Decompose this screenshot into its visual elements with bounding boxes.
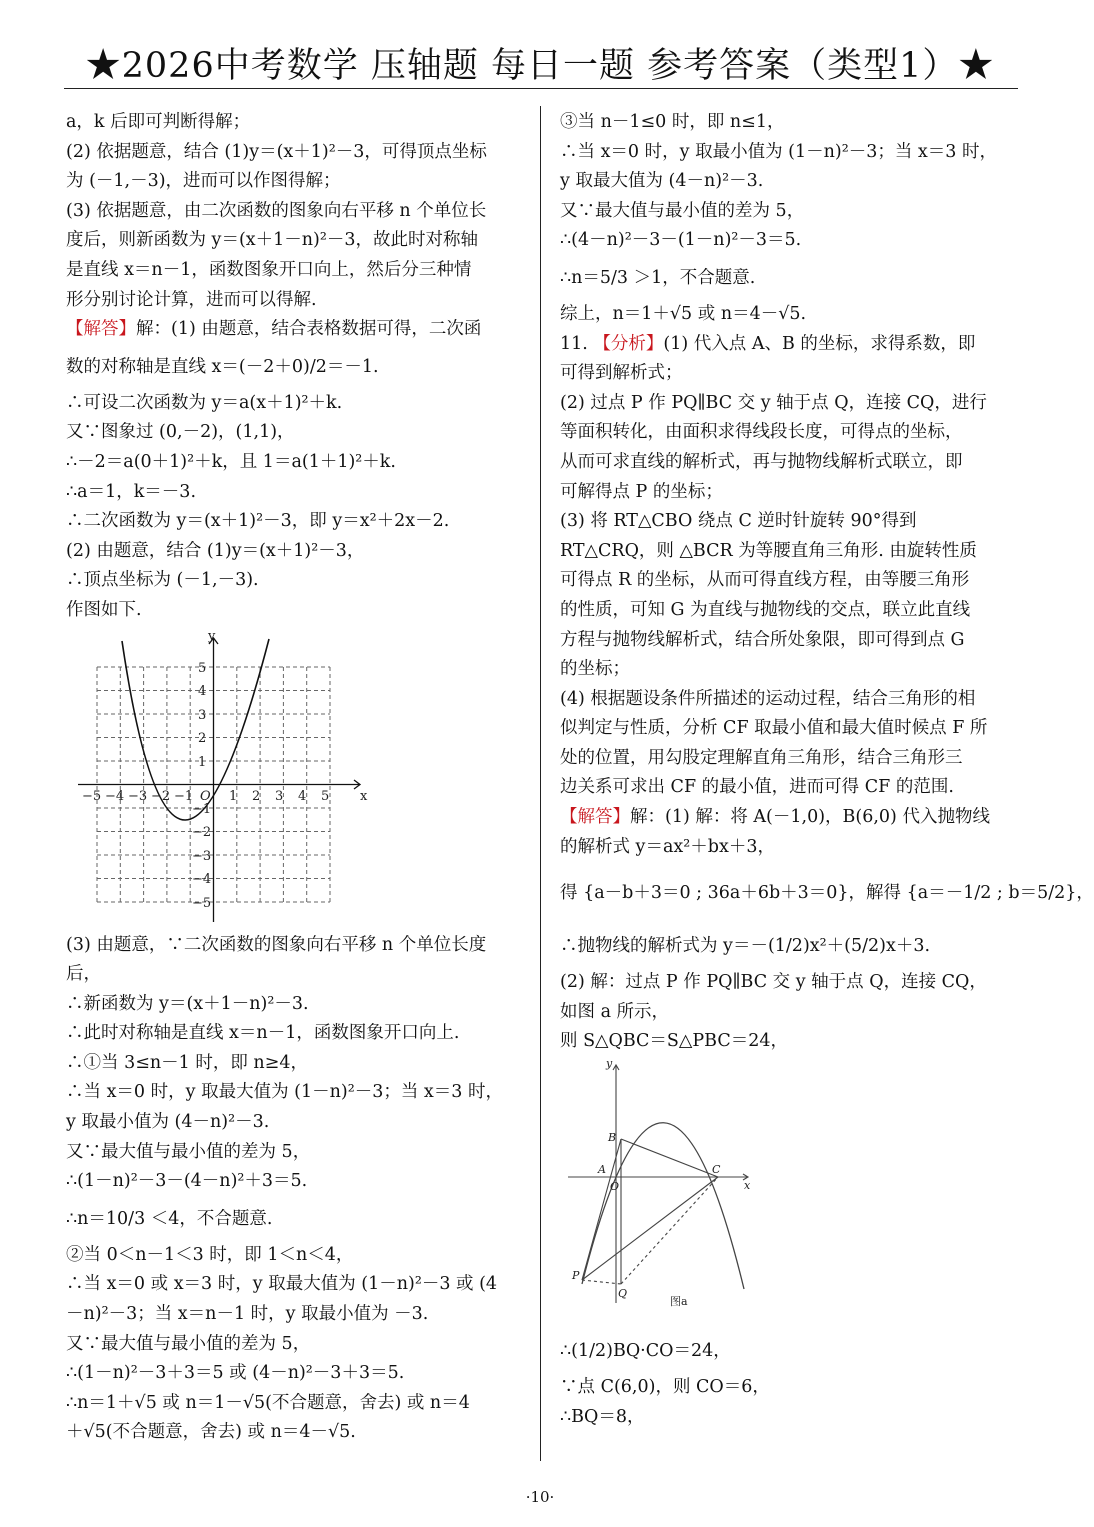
text-line: ∴(1－n)²－3＋3＝5 或 (4－n)²－3＋3＝5.	[66, 1363, 405, 1384]
x-tick-label: −1	[174, 788, 194, 804]
text-line: (3) 依据题意，由二次函数的图象向右平移 n 个单位长	[66, 200, 487, 221]
segment-pc	[582, 1177, 718, 1280]
text-line: (2) 依据题意，结合 (1)y＝(x＋1)²－3，可得顶点坐标	[66, 141, 487, 162]
x-tick-label: 1	[229, 788, 238, 804]
text-line: ∴a＝1，k＝－3.	[66, 481, 197, 502]
point-p-label: P	[572, 1269, 580, 1283]
answer-tag: 【解答】	[66, 319, 136, 340]
x-tick-label: 3	[275, 788, 284, 804]
point-c-label: C	[712, 1163, 721, 1177]
x-axis-label: x	[360, 788, 368, 804]
text-line: 的解析式 y＝ax²＋bx＋3，	[560, 836, 775, 857]
x-tick-label: 2	[252, 788, 261, 804]
text-line: 度后，则新函数为 y＝(x＋1－n)²－3，故此时对称轴	[66, 230, 479, 251]
answer-line	[560, 803, 1016, 833]
text-line: ∴当 x＝0 时，y 取最小值为 (1－n)²－3；当 x＝3 时，	[560, 141, 997, 162]
text-line: 又∵最大值与最小值的差为 5，	[66, 1141, 311, 1162]
text-line: ∴当 x＝0 时，y 取最大值为 (1－n)²－3；当 x＝3 时，	[66, 1082, 503, 1103]
text-line: 又∵最大值与最小值的差为 5，	[66, 1333, 311, 1354]
text-line: ∴当 x＝0 或 x＝3 时，y 取最大值为 (1－n)²－3 或 (4	[66, 1274, 498, 1295]
y-tick-label: −5	[192, 895, 212, 911]
sym-axis-line: 数的对称轴是直线 x＝(－2＋0)/2＝－1.	[66, 356, 379, 377]
x-tick-label: −4	[105, 788, 125, 804]
text-line: 似判定与性质，分析 CF 取最小值和最大值时候点 F 所	[560, 718, 988, 739]
text-line: (3) 由题意，∵二次函数的图象向右平移 n 个单位长度	[66, 934, 487, 955]
text-line: y 取最大值为 (4－n)²－3.	[560, 171, 764, 192]
origin-label: O	[610, 1180, 620, 1194]
y-tick-label: −4	[192, 871, 212, 887]
text-line: 又∵最大值与最小值的差为 5，	[560, 200, 805, 221]
text-line: ∴BQ＝8，	[560, 1406, 645, 1427]
answer-line	[66, 315, 524, 345]
text-line: (2) 过点 P 作 PQ∥BC 交 y 轴于点 Q，连接 CQ，进行	[560, 392, 987, 413]
y-label: y	[606, 1057, 613, 1071]
n-result-line: ∴n＝10/3 ＜4，不合题意.	[66, 1208, 273, 1229]
x-tick-label: 5	[321, 788, 330, 804]
text-line: 后，	[66, 964, 101, 985]
y-axis-label: y	[208, 628, 216, 644]
text-line: ∴(4－n)²－3－(1－n)²－3＝5.	[560, 230, 802, 251]
conclusion-line: 综上，n＝1＋√5 或 n＝4－√5.	[560, 303, 807, 324]
text-line: 方程与抛物线解析式，结合所处象限，即可得到点 G	[560, 629, 965, 650]
text-line: ③当 n－1≤0 时，即 n≤1，	[560, 112, 785, 132]
y-tick-label: 4	[198, 683, 207, 699]
y-tick-label: −1	[192, 801, 212, 817]
parabola-equation-line: ∴抛物线的解析式为 y＝－(1/2)x²＋(5/2)x＋3.	[560, 936, 931, 957]
text-line: 可解得点 P 的坐标；	[560, 481, 723, 502]
text-line: RT△CRQ，则 △BCR 为等腰直角三角形. 由旋转性质	[560, 540, 977, 561]
title-divider	[64, 88, 1018, 89]
x-tick-label: −5	[82, 788, 102, 804]
x-tick-label: −2	[151, 788, 171, 804]
equation-system-line: 得 {a－b＋3＝0 ; 36a＋6b＋3＝0}，解得 {a＝－1/2 ; b＝5/2}，	[560, 883, 1094, 904]
parabola-curve	[582, 1123, 744, 1289]
point-q-label: Q	[618, 1287, 628, 1301]
answer-intro: 解：(1) 解：将 A(－1,0)，B(6,0) 代入抛物线	[630, 807, 990, 828]
text-line: ∴新函数为 y＝(x＋1－n)²－3.	[66, 993, 309, 1014]
answer-tag: 【解答】	[560, 807, 630, 828]
page-number: ·10·	[525, 1488, 555, 1506]
text-line: 形分别讨论计算，进而可以得解.	[66, 289, 317, 310]
text-line: 的性质，可知 G 为直线与抛物线的交点，联立此直线	[560, 599, 971, 620]
y-tick-label: 3	[198, 707, 207, 723]
text-line: －n)²－3；当 x＝n－1 时，y 取最小值为 －3.	[66, 1304, 429, 1325]
text-line: 可得到解析式；	[560, 363, 683, 384]
q11-first-line: (1) 代入点 A、B 的坐标，求得系数，即	[663, 333, 976, 354]
point-a-label: A	[598, 1163, 606, 1177]
y-tick-label: −3	[192, 848, 212, 864]
q11-heading	[560, 330, 1016, 360]
text-line: ∴①当 3≤n－1 时，即 n≥4，	[66, 1052, 308, 1073]
text-line: ∴(1－n)²－3－(4－n)²＋3＝5.	[66, 1171, 308, 1192]
text-line: ∴顶点坐标为 (－1,－3).	[66, 570, 259, 591]
left-column	[66, 108, 524, 1448]
page-title: ★2026中考数学 压轴题 每日一题 参考答案（类型1）★	[85, 46, 995, 86]
y-tick-label: 5	[198, 660, 207, 676]
figure-a	[560, 1057, 1016, 1329]
text-line: 边关系可求出 CF 的最小值，进而可得 CF 的范围.	[560, 777, 954, 798]
text-line: 如图 a 所示，	[560, 1001, 670, 1022]
text-line: 是直线 x＝n－1，函数图象开口向上，然后分三种情	[66, 259, 472, 280]
y-tick-label: 1	[198, 754, 207, 770]
text-line: 处的位置，用勾股定理解直角三角形，结合三角形三	[560, 747, 963, 768]
text-line: ∴二次函数为 y＝(x＋1)²－3，即 y＝x²＋2x－2.	[66, 511, 450, 532]
text-line: ∴(1/2)BQ·CO＝24，	[560, 1341, 731, 1362]
text-line: 为 (－1,－3)，进而可以作图得解；	[66, 171, 341, 192]
text-line: (3) 将 RT△CBO 绕点 C 逆时针旋转 90°得到	[560, 511, 917, 532]
parabola-graph	[70, 630, 370, 930]
point-b-label: B	[608, 1131, 617, 1145]
text-line: 则 S△QBC＝S△PBC＝24，	[560, 1031, 788, 1052]
n-result-line: ∴n＝5/3 ＞1，不合题意.	[560, 267, 756, 288]
text-line: a，k 后即可判断得解；	[66, 112, 251, 132]
right-column	[560, 108, 1094, 1432]
text-line: ②当 0＜n－1＜3 时，即 1＜n＜4，	[66, 1244, 354, 1265]
column-divider	[540, 106, 541, 1461]
text-line: (4) 根据题设条件所描述的运动过程，结合三角形的相	[560, 688, 976, 709]
x-tick-label: 4	[298, 788, 307, 804]
text-line: (2) 由题意，结合 (1)y＝(x＋1)²－3，	[66, 540, 365, 561]
text-line: ∴－2＝a(0＋1)²＋k，且 1＝a(1＋1)²＋k.	[66, 451, 396, 472]
text-line: y 取最小值为 (4－n)²－3.	[66, 1112, 270, 1133]
segment-pb	[582, 1139, 621, 1280]
segment-pq	[582, 1280, 621, 1284]
x-label: x	[744, 1179, 751, 1193]
analysis-tag: 【分析】	[593, 333, 664, 354]
text-line: ＋√5(不合题意，舍去) 或 n＝4－√5.	[66, 1422, 356, 1443]
text-line: ∵点 C(6,0)，则 CO＝6，	[560, 1377, 770, 1398]
text-line: 从而可求直线的解析式，再与抛物线解析式联立，即	[560, 451, 963, 472]
y-tick-label: −2	[192, 824, 212, 840]
text-line: 可得点 R 的坐标，从而可得直线方程，由等腰三角形	[560, 570, 970, 591]
text-line: ∴n＝1＋√5 或 n＝1－√5(不合题意，舍去) 或 n＝4	[66, 1392, 470, 1413]
origin-label: O	[200, 788, 211, 804]
text-line: 又∵图象过 (0,－2)，(1,1)，	[66, 422, 295, 443]
answer-intro: 解：(1) 由题意，结合表格数据可得，二次函	[136, 319, 482, 340]
question-number: 11.	[560, 333, 588, 354]
text-line: 的坐标；	[560, 659, 630, 680]
text-line: 等面积转化，由面积求得线段长度，可得点的坐标，	[560, 422, 963, 443]
figure-caption: 图a	[670, 1295, 688, 1309]
segment-bc	[621, 1139, 718, 1177]
x-tick-label: −3	[128, 788, 148, 804]
text-line: ∴可设二次函数为 y＝a(x＋1)²＋k.	[66, 392, 343, 413]
text-line: (2) 解：过点 P 作 PQ∥BC 交 y 轴于点 Q，连接 CQ，	[560, 972, 987, 993]
segment-qc	[621, 1177, 718, 1284]
figure-a-diagram	[566, 1059, 756, 1325]
y-tick-label: 2	[198, 730, 207, 746]
parabola-graph-figure	[66, 626, 524, 931]
text-line: ∴此时对称轴是直线 x＝n－1，函数图象开口向上.	[66, 1023, 460, 1044]
text-line: 作图如下.	[66, 599, 142, 620]
